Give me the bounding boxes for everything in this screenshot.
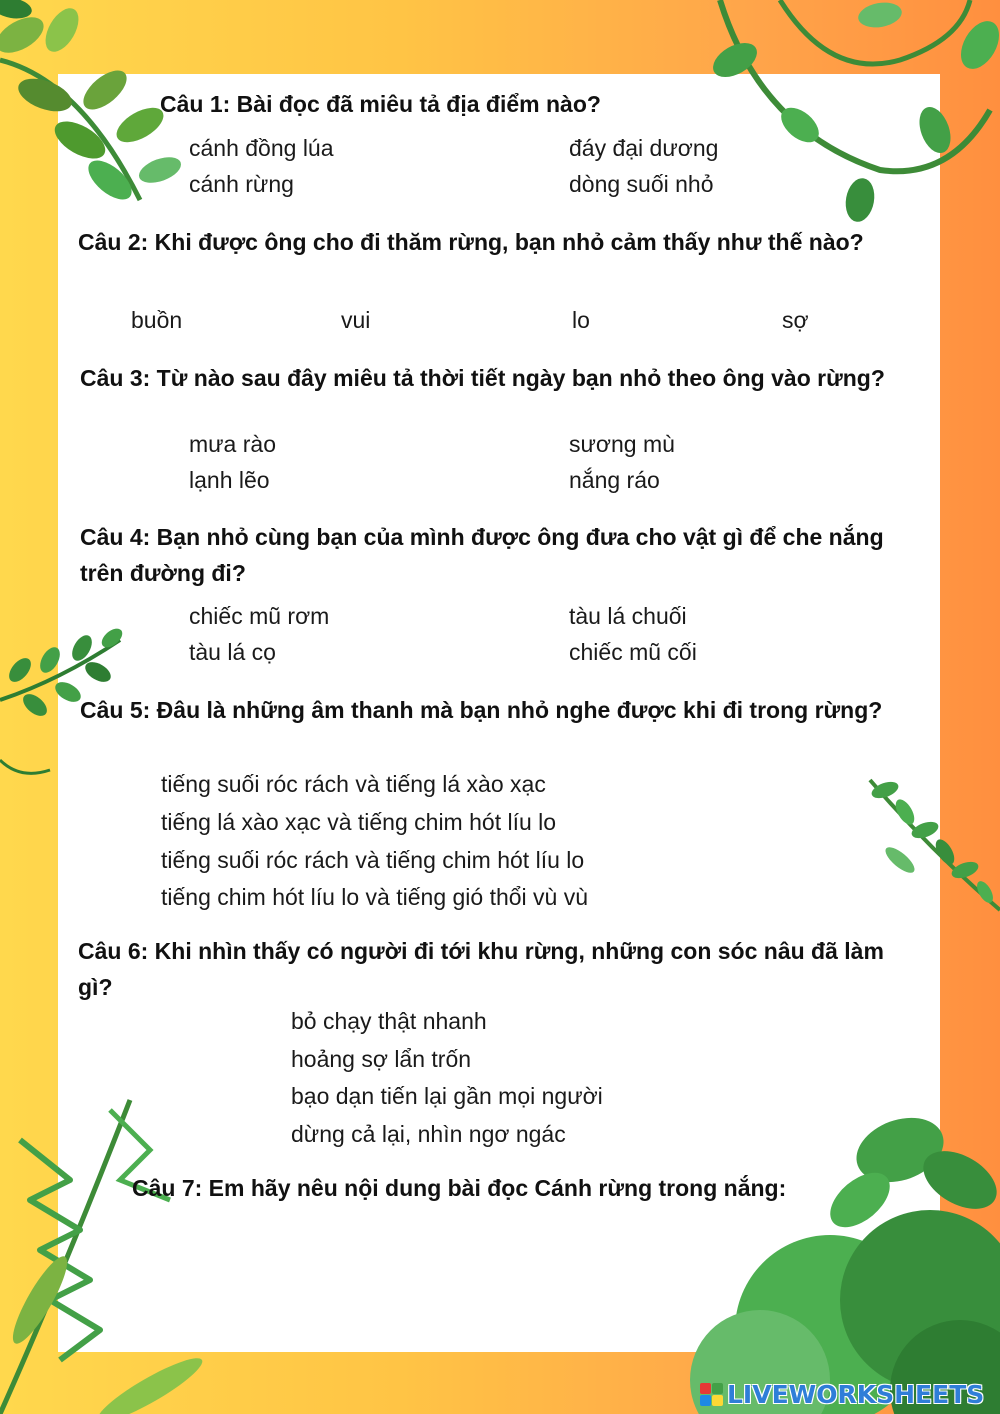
liveworksheets-logo-icon (700, 1383, 723, 1406)
question-6-option-3[interactable]: bạo dạn tiến lại gần mọi người (291, 1083, 603, 1109)
question-2-option-3[interactable]: lo (572, 307, 590, 333)
question-3-option-2[interactable]: sương mù (569, 431, 675, 457)
question-6-title: Câu 6: Khi nhìn thấy có người đi tới khu rừng, những con sóc nâu đã làm gì? (78, 938, 884, 1000)
question-1-option-2[interactable]: đáy đại dương (569, 135, 719, 161)
question-3-option-1[interactable]: mưa rào (189, 431, 276, 457)
question-2-option-1[interactable]: buồn (131, 307, 183, 333)
question-5-option-1[interactable]: tiếng suối róc rách và tiếng lá xào xạc (161, 771, 546, 797)
question-2-option-2[interactable]: vui (341, 307, 371, 333)
question-5-option-3[interactable]: tiếng suối róc rách và tiếng chim hót líu lo (161, 847, 585, 873)
question-7-answer-area[interactable] (90, 1215, 890, 1335)
question-2-option-4[interactable]: sợ (782, 307, 809, 333)
question-2-title: Câu 2: Khi được ông cho đi thăm rừng, bạn nhỏ cảm thấy như thế nào? (78, 229, 864, 255)
question-6-option-1[interactable]: bỏ chạy thật nhanh (291, 1008, 487, 1034)
question-5-title: Câu 5: Đâu là những âm thanh mà bạn nhỏ nghe được khi đi trong rừng? (80, 697, 883, 723)
question-3-title: Câu 3: Từ nào sau đây miêu tả thời tiết ngày bạn nhỏ theo ông vào rừng? (80, 365, 885, 391)
question-4-option-1[interactable]: chiếc mũ rơm (189, 603, 330, 629)
question-1-option-1[interactable]: cánh đồng lúa (189, 135, 334, 161)
question-7-title: Câu 7: Em hãy nêu nội dung bài đọc Cánh rừng trong nắng: (132, 1175, 787, 1201)
question-1-title: Câu 1: Bài đọc đã miêu tả địa điểm nào? (160, 91, 601, 117)
liveworksheets-watermark (700, 1380, 984, 1408)
question-1-option-3[interactable]: cánh rừng (189, 171, 294, 197)
question-4-option-4[interactable]: chiếc mũ cối (569, 639, 697, 665)
watermark-brand-text: LIVEWORKSHEETS (727, 1379, 985, 1409)
question-1-option-4[interactable]: dòng suối nhỏ (569, 171, 714, 197)
question-4-option-2[interactable]: tàu lá chuối (569, 603, 687, 629)
top-left-leaves-icon (0, 0, 184, 207)
question-6-option-2[interactable]: hoảng sợ lẩn trốn (291, 1046, 472, 1072)
question-5-option-4[interactable]: tiếng chim hót líu lo và tiếng gió thổi vù vù (161, 884, 589, 910)
question-5-option-2[interactable]: tiếng lá xào xạc và tiếng chim hót líu lo (161, 809, 557, 835)
question-4-option-3[interactable]: tàu lá cọ (189, 639, 276, 665)
question-3-option-3[interactable]: lạnh lẽo (189, 467, 270, 493)
question-3-option-4[interactable]: nắng ráo (569, 467, 660, 493)
right-fern-icon (869, 779, 1000, 910)
question-6-option-4[interactable]: dừng cả lại, nhìn ngơ ngác (291, 1121, 566, 1147)
question-4-title: Câu 4: Bạn nhỏ cùng bạn của mình được ông đưa cho vật gì để che nắng trên đường đi? (80, 524, 884, 586)
